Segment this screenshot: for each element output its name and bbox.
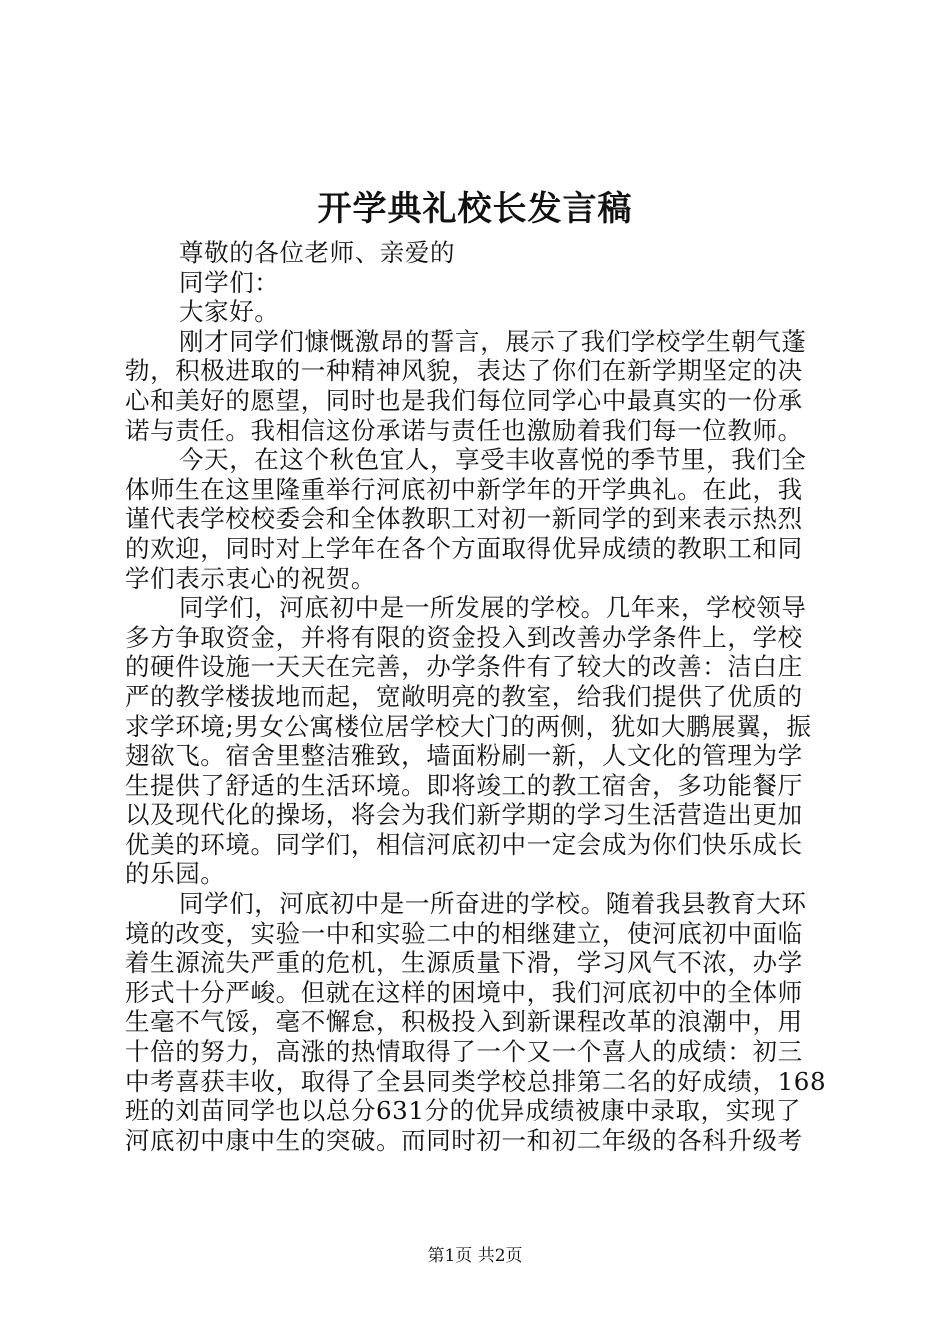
text-line: 求学环境;男女公寓楼位居学校大门的两侧，犹如大鹏展翼，振 xyxy=(125,711,812,741)
text-line: 中考喜获丰收，取得了全县同类学校总排第二名的好成绩，168 xyxy=(125,1066,827,1096)
text-line: 以及现代化的操场，将会为我们新学期的学习生活营造出更加 xyxy=(125,800,803,830)
text-line: 今天，在这个秋色宜人，享受丰收喜悦的季节里，我们全 xyxy=(179,445,807,475)
text-line: 勃，积极进取的一种精神风貌，表达了你们在新学期坚定的决 xyxy=(125,356,803,386)
text-line: 学们表示衷心的祝贺。 xyxy=(125,563,376,593)
text-line: 形式十分严峻。但就在这样的困境中，我们河底初中的全体师 xyxy=(125,977,803,1007)
text-line: 河底初中康中生的突破。而同时初一和初二年级的各科升级考 xyxy=(125,1125,803,1155)
text-line: 多方争取资金，并将有限的资金投入到改善办学条件上，学校 xyxy=(125,622,803,652)
text-line: 生提供了舒适的生活环境。即将竣工的教工宿舍，多功能餐厅 xyxy=(125,770,803,800)
text-line: 同学们，河底初中是一所奋进的学校。随着我县教育大环 xyxy=(179,889,807,919)
text-line: 体师生在这里隆重举行河底初中新学年的开学典礼。在此，我 xyxy=(125,474,803,504)
text-line: 刚才同学们慷慨激昂的誓言，展示了我们学校学生朝气蓬 xyxy=(179,326,807,356)
text-line: 境的改变，实验一中和实验二中的相继建立，使河底初中面临 xyxy=(125,918,803,948)
text-line: 心和美好的愿望，同时也是我们每位同学心中最真实的一份承 xyxy=(125,385,803,415)
text-line: 着生源流失严重的危机，生源质量下滑，学习风气不浓，办学 xyxy=(125,948,803,978)
text-line: 的乐园。 xyxy=(125,859,226,889)
text-line: 十倍的努力，高涨的热情取得了一个又一个喜人的成绩：初三 xyxy=(125,1037,803,1067)
text-line: 尊敬的各位老师、亲爱的 xyxy=(179,238,456,267)
text-line: 诺与责任。我相信这份承诺与责任也激励着我们每一位教师。 xyxy=(125,415,803,445)
text-line: 严的教学楼拔地而起，宽敞明亮的教室，给我们提供了优质的 xyxy=(125,681,803,711)
text-line: 同学们： xyxy=(179,267,280,297)
text-line: 谨代表学校校委会和全体教职工对初一新同学的到来表示热烈 xyxy=(125,504,803,534)
text-line: 的硬件设施一天天在完善，办学条件有了较大的改善：洁白庄 xyxy=(125,652,803,682)
text-line: 大家好。 xyxy=(179,297,280,327)
text-line: 翅欲飞。宿舍里整洁雅致，墙面粉刷一新，人文化的管理为学 xyxy=(125,741,803,771)
text-line: 同学们，河底初中是一所发展的学校。几年来，学校领导 xyxy=(179,593,807,623)
document-body xyxy=(125,238,835,1155)
text-line: 班的刘苗同学也以总分631分的优异成绩被康中录取，实现了 xyxy=(125,1096,802,1126)
page-footer: 第1页 共2页 xyxy=(427,1246,523,1266)
text-line: 的欢迎，同时对上学年在各个方面取得优异成绩的教职工和同 xyxy=(125,533,803,563)
text-line: 优美的环境。同学们，相信河底初中一定会成为你们快乐成长 xyxy=(125,829,803,859)
text-line: 生毫不气馁，毫不懈怠，积极投入到新课程改革的浪潮中，用 xyxy=(125,1007,803,1037)
document-title: 开学典礼校长发言稿 xyxy=(317,189,633,229)
